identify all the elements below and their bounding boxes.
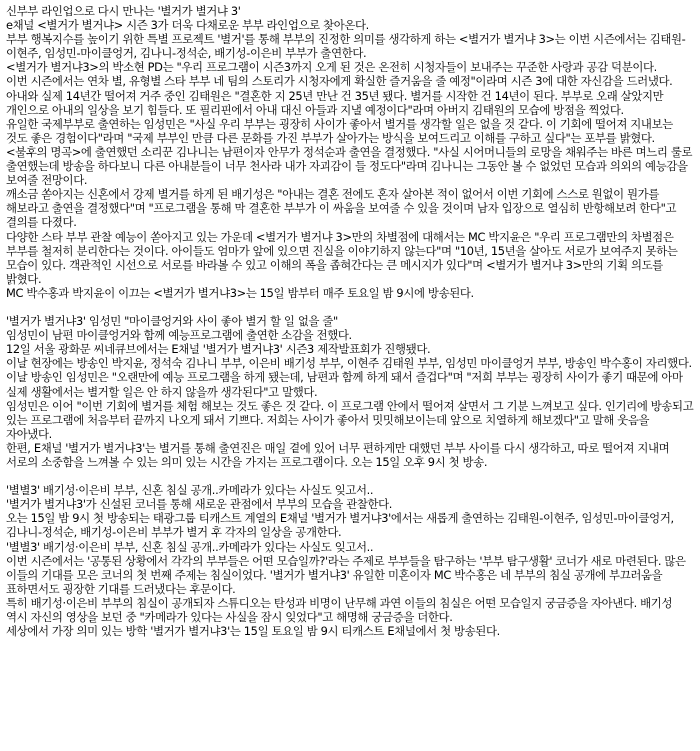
article-paragraph: 세상에서 가장 의미 있는 방학 '별거가 별거냐3'는 15일 토요일 밤 9시 티캐스트 E채널에서 첫 방송된다. <box>6 624 500 639</box>
section-spacer <box>6 469 696 483</box>
article-season3-lineup <box>6 4 696 300</box>
article-paragraph: MC 박수홍과 박지윤이 이끄는 <별거가 별거냐3>는 15일 밤부터 매주 토요일 밤 9시에 방송된다. <box>6 285 474 300</box>
article-paragraph: 이날 방송인 임성민은 "오랜만에 예능 프로그램을 하게 됐는데, 남편과 함께 하게 돼서 즐겁다"며 "저희 부부는 굉장히 사이가 좋기 때문에 아마 실제 생활에서는 별거할 일은 안 하지 않을까 생각된다"고 말했다. <box>6 370 683 399</box>
article-paragraph: e채널 <별거가 별거냐> 시즌 3가 더욱 다채로운 부부 라인업으로 찾아온다. <box>6 18 369 33</box>
article-headline: '별별3' 배기성·이은비 부부, 신혼 침실 공개..카메라가 있다는 사실도 잊고서.. <box>6 483 374 498</box>
article-paragraph: 부부 행복지수를 높이기 위한 특별 프로젝트 '별거'를 통해 부부의 진정한 의미를 생각하게 하는 <별거가 별거냐 3>는 이번 시즌에서는 김태원-이현주, 임성민-마이클엉거, 김나니-정석순, 배기성-이은비 부부가 출연한다. <box>6 32 686 61</box>
article-headline: 신부부 라인업으로 다시 만나는 '별거가 별거냐 3' <box>6 4 241 18</box>
article-paragraph: 임성민이 남편 마이클엉거와 함께 예능프로그램에 출연한 소감을 전했다. <box>6 328 352 343</box>
article-paragraph: <불후의 명곡>에 출연했던 소리꾼 김나니는 남편이자 안무가 정석순과 출연을 결정했다. "사실 시어머니들의 로망을 채워주는 바른 며느리 룰로 출연했는데 방송을 하다보니 다른 아내분들이 너무 천사라 내가 자괴감이 들 정도다"라며 김나니는 그동안 볼 수 없었던 모습과 의외의 예능감을 보여줄 전망이다. <box>6 144 693 188</box>
article-paragraph: '별거가 별거냐3'가 신설된 코너를 통해 새로운 관점에서 부부의 모습을 관찰한다. <box>6 497 393 512</box>
article-paragraph: 특히 배기성·이은비 부부의 침실이 공개되자 스튜디오는 탄성과 비명이 난무해 과연 이들의 침실은 어떤 모습일지 궁금증을 자아낸다. 배기성 역시 자신의 영상을 보던 중 "카메라가 있다는 사실을 잠시 잊었다"고 해명해 궁금증을 더한다. <box>6 595 673 625</box>
article-paragraph: 임성민은 이어 "이번 기회에 별거를 체험 해보는 것도 좋은 것 같다. 이 프로그램 안에서 떨어져 살면서 그 기분 느껴보고 싶다. 인기리에 방송되고 있는 프로그램에 처음부터 끝까지 나오게 돼서 기쁘다. 저희는 사이가 좋아서 밋밋해보이는데 앞으로 치열하게 해보겠다"고 말해 웃음을 자아냈다. <box>6 398 694 441</box>
section-spacer <box>6 300 696 314</box>
article-bae-kisung <box>6 483 696 638</box>
article-paragraph: 다양한 스타 부부 관찰 예능이 쏟아지고 있는 가운데 <별거가 별거냐 3>만의 차별점에 대해서는 MC 박지윤은 "우리 프로그램만의 차별점은 부부를 철저히 분리한다는 것이다. 아이들도 엄마가 앞에 있으면 진실을 이야기하지 않는다"며 "10년, 15년을 살아도 서로가 보여주지 못하는 모습이 있다. 객관적인 시선으로 서로를 바라볼 수 있고 이해의 폭을 좁혀간다는 큰 메시지가 있다"며 <별거가 별거냐 3>만의 기획 의도를 밝혔다. <box>6 229 678 286</box>
article-paragraph: 이날 현장에는 방송인 박지윤, 정석숙 김나니 부부, 이은비 배기성 부부, 이현주 김태원 부부, 임성민 마이클엉거 부부, 방송인 박수홍이 자리했다. <box>6 356 692 371</box>
article-paragraph: 이번 시즌에서는 연차 별, 유형별 스타 부부 네 팀의 스토리가 시청자에게 확실한 즐거움을 줄 예정"이라며 시즌 3에 대한 자신감을 드러냈다. <box>6 74 673 89</box>
article-paragraph: 오는 15일 밤 9시 첫 방송되는 태광그룹 티캐스트 계열의 E채널 '별거가 별거냐3'에서는 새롭게 출연하는 김태원-이현주, 임성민-마이클엉거, 김나니-정석순, 배기성-이은비 부부가 별거 후 각자의 일상을 공개한다. <box>6 511 674 540</box>
article-paragraph: 한편, E채널 '별거가 별거냐3'는 별거를 통해 출연진은 매일 곁에 있어 너무 편하게만 대했던 부부 사이를 다시 생각하고, 따로 떨어져 지내며 서로의 소중함을 느껴볼 수 있는 의미 있는 시간을 가지는 프로그램이다. 오는 15일 오후 9시 첫 방송. <box>6 440 670 469</box>
article-paragraph: '별별3' 배기성·이은비 부부, 신혼 침실 공개..카메라가 있다는 사실도 잊고서.. <box>6 539 374 554</box>
article-paragraph: 유일한 국제부부로 출연하는 임성민은 "사실 우리 부부는 굉장히 사이가 좋아서 별거를 생각할 일은 없을 것 같다. 이 기회에 떨어져 지내보는 것도 좋은 경험이다"라며 "국제 부부인 만큼 다른 문화를 가진 부부가 살아가는 방식을 보여드리고 이해를 구하고 싶다"는 포부를 밝혔다. <box>6 116 673 145</box>
article-headline: '별거가 별거냐3' 임성민 "마이클엉거와 사이 좋아 별거 할 일 없을 줄" <box>6 314 338 329</box>
article-paragraph: 아내와 실제 14년간 떨어져 거주 중인 김태원은 "결혼한 지 25년 만난 건 35년 됐다. 별거를 시작한 건 14년이 된다. 부부로 오래 살았지만 개인으로 아내의 일상을 보기 힘들다. 또 필리핀에서 아내 대신 아들과 지낼 예정이다"라며 아버지 김태원의 모습에 방점을 찍었다. <box>6 88 664 117</box>
article-paragraph: 12일 서울 광화문 씨네큐브에서는 E채널 '별거가 별거냐3' 시즌3 제작발표회가 진행됐다. <box>6 342 431 357</box>
article-paragraph: 깨소금 쏟아지는 신혼에서 강제 별거를 하게 된 배기성은 "아내는 결혼 전에도 혼자 살아본 적이 없어서 이번 기회에 스스로 원없이 뭔가를 해보라고 출연을 결정했다"며 "프로그램을 통해 막 결혼한 부부가 이 싸움을 보여줄 수 있을 것이며 남자 입장으로 열심히 반항해보려 한다"고 결의를 다졌다. <box>6 187 677 230</box>
article-lim-sungmin <box>6 314 696 469</box>
article-paragraph: <별거가 별거냐3>의 박소현 PD는 "우리 프로그램이 시즌3까지 오게 된 것은 온전히 시청자들이 보내주는 꾸준한 사랑과 공감 덕분이다. <box>6 60 657 75</box>
article-paragraph: 이번 시즌에서는 '공통된 상황에서 각각의 부부들은 어떤 모습일까?'라는 주제로 부부들을 탐구하는 '부부 탐구생활' 코너가 새로 마련된다. 많은 이들의 기대를 모은 코너의 첫 번째 주제는 침실이었다. '별거가 별거냐3' 유일한 미혼이자 MC 박수홍은 네 부부의 침실 공개에 부끄러움을 표하면서도 굉장한 기대를 드러냈다는 후문이다. <box>6 553 686 596</box>
